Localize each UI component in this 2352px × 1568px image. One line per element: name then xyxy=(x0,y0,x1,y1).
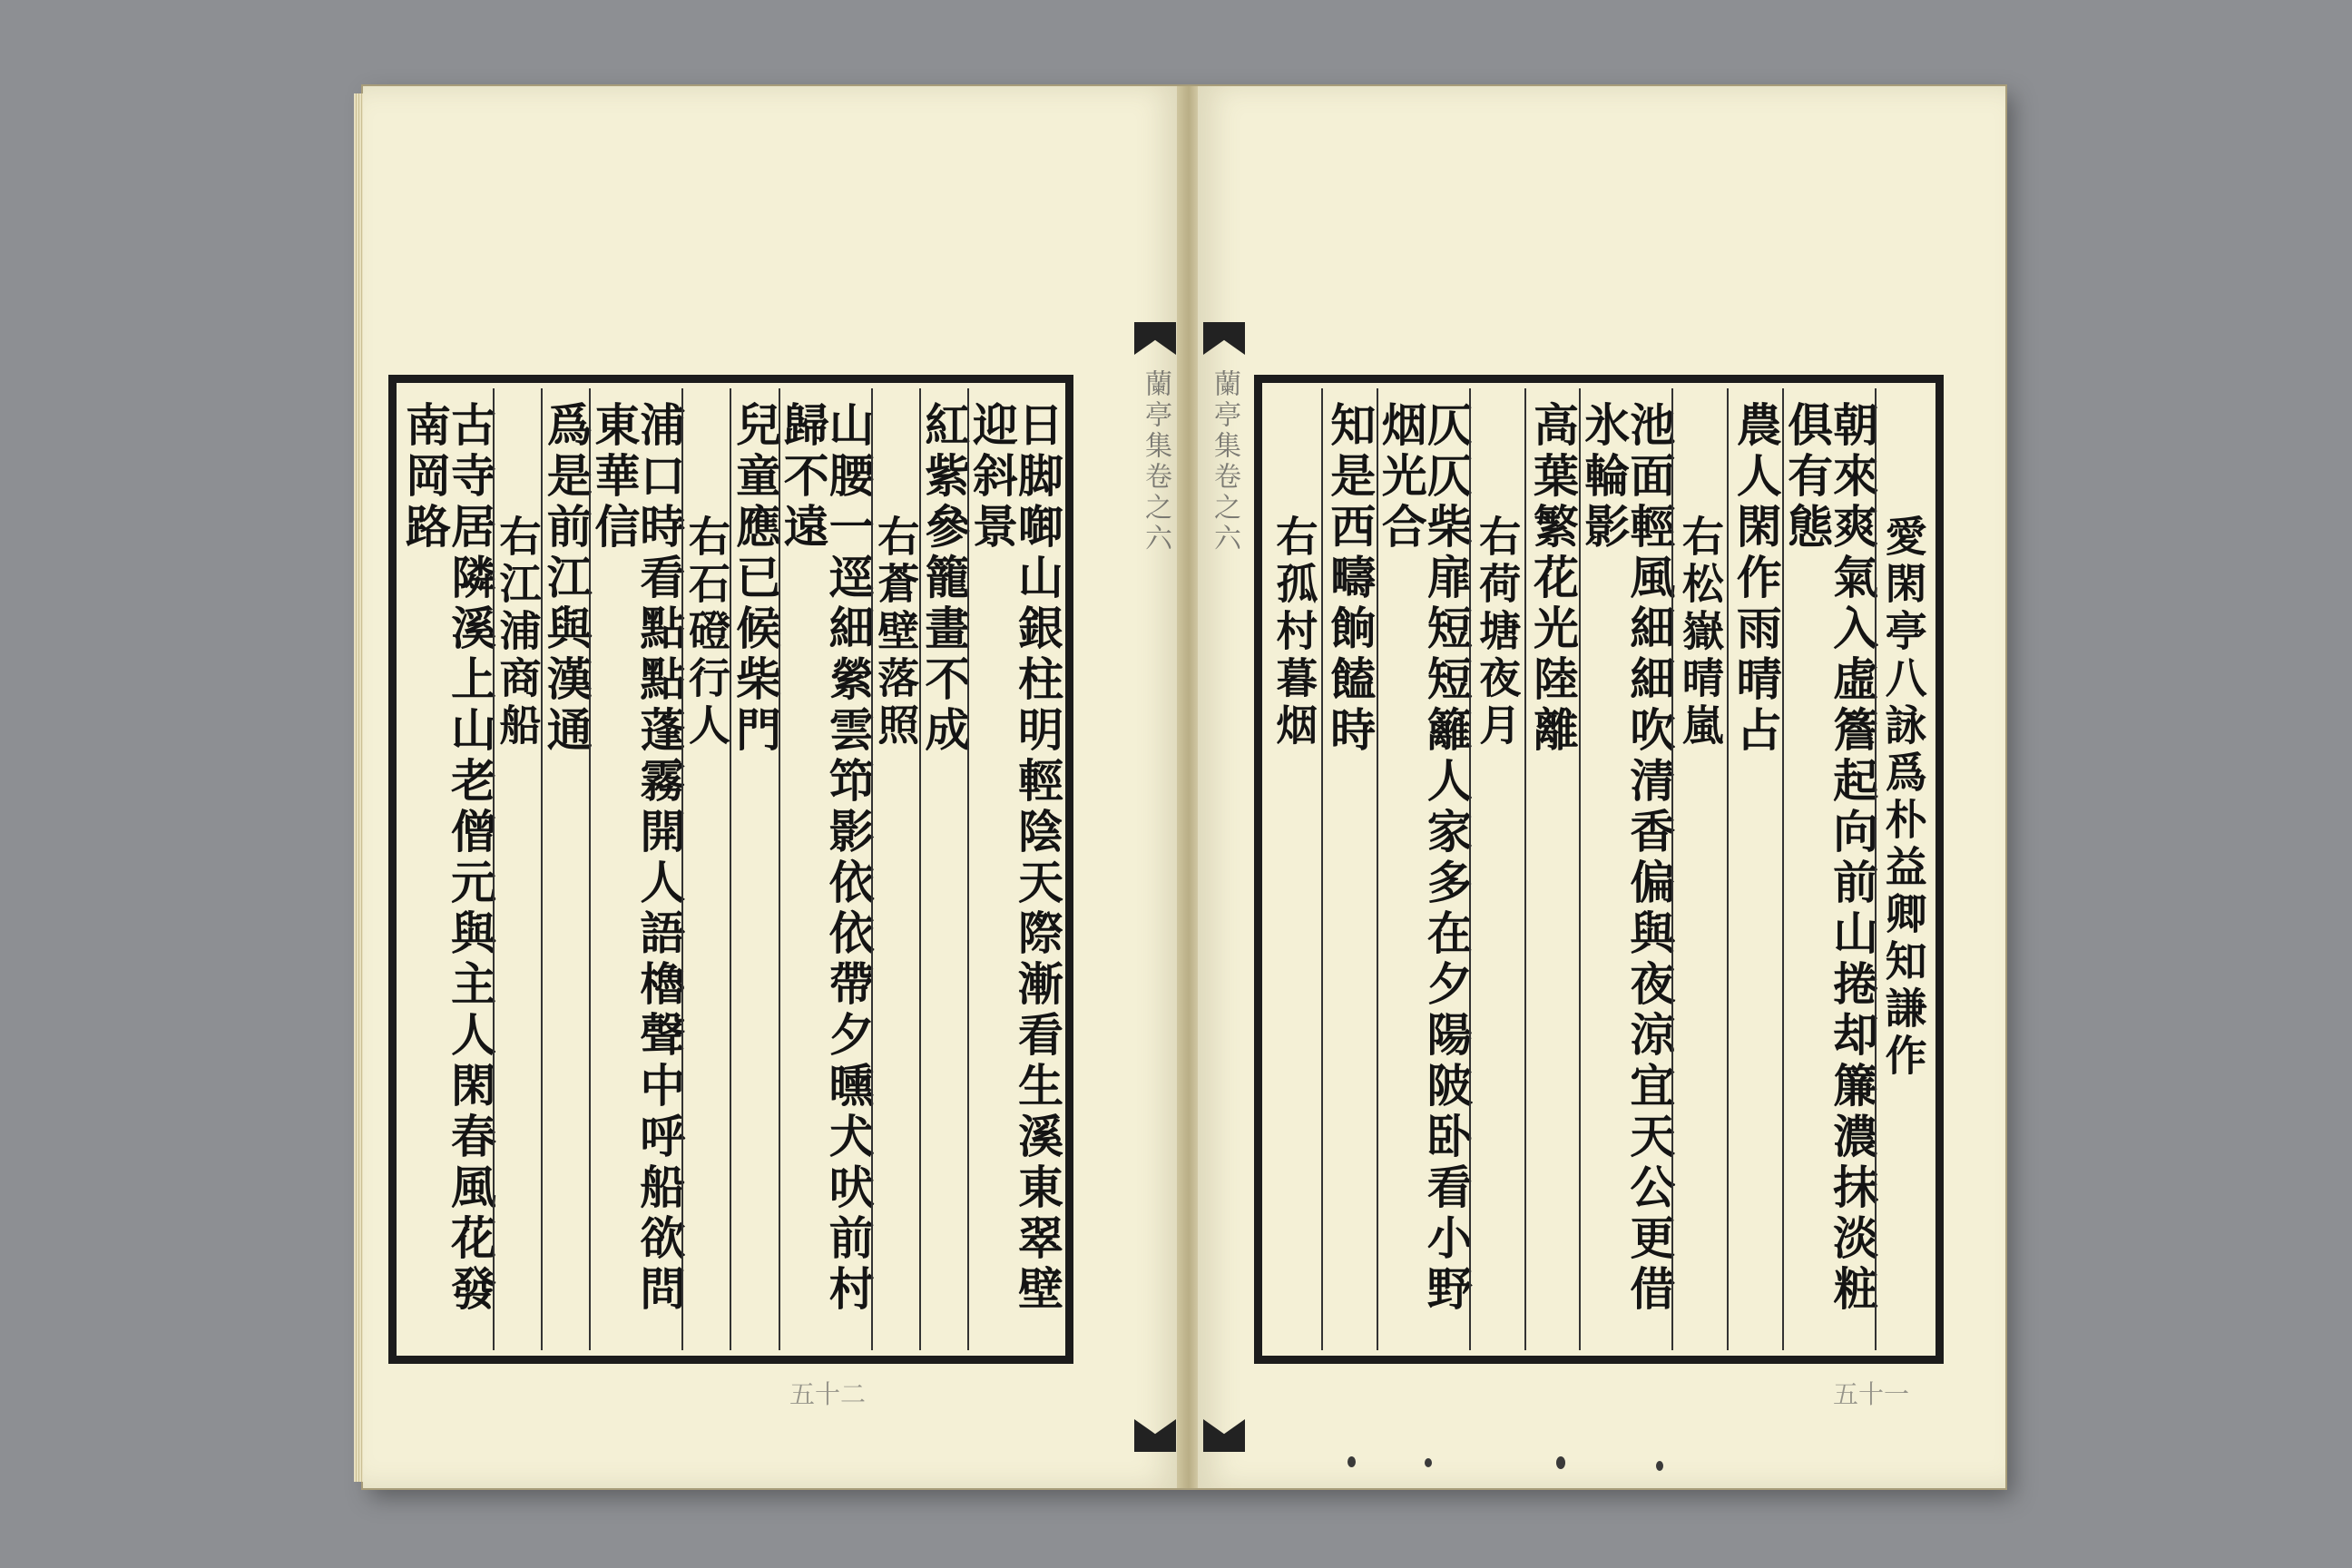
right-text-frame xyxy=(1254,375,1944,1364)
text-column xyxy=(729,388,783,1350)
column-text: 右荷塘夜月 xyxy=(1473,514,1523,750)
left-text-frame xyxy=(388,375,1073,1364)
text-column xyxy=(917,388,972,1350)
text-column xyxy=(1671,388,1727,1350)
text-column xyxy=(1875,388,1930,1350)
column-text: 右松嶽晴嵐 xyxy=(1675,514,1725,750)
column-text: 兒童應已候柴門 xyxy=(729,401,783,757)
wormhole-mark xyxy=(1556,1456,1565,1469)
text-column xyxy=(1727,388,1782,1350)
text-column xyxy=(871,388,919,1350)
column-text: 知是西疇餉饁時 xyxy=(1323,401,1377,757)
right-banxin-title: 蘭亭集卷之六 xyxy=(1209,369,1240,554)
text-column xyxy=(1321,388,1377,1350)
text-column xyxy=(1469,388,1524,1350)
column-text: 浦口時看點點蓬霧開人語櫓聲中呼船欲問東華信 xyxy=(587,401,687,1316)
column-text: 爲是前江與漢通 xyxy=(539,401,593,757)
text-column xyxy=(1374,388,1474,1350)
fishtail-bottom-mark xyxy=(1203,1419,1245,1452)
column-text: 右江浦商船 xyxy=(493,514,543,750)
column-text: 右石磴行人 xyxy=(681,514,731,750)
column-text: 農人閑作雨晴占 xyxy=(1729,401,1783,757)
text-column xyxy=(1577,388,1677,1350)
wormhole-mark xyxy=(1656,1461,1663,1471)
open-book xyxy=(363,86,2005,1488)
column-text: 山腰一逕細縈雲笻影依依帶夕曛犬吠前村歸不遠 xyxy=(776,401,876,1316)
fishtail-top-mark xyxy=(1203,322,1245,355)
column-text: 日脚啣山銀柱明輕陰天際漸看生溪東翠壁迎斜景 xyxy=(965,401,1064,1316)
text-column xyxy=(587,388,687,1350)
column-text: 紅紫參籠畫不成 xyxy=(917,401,972,757)
left-page-center-margin xyxy=(1129,86,1181,1488)
text-column xyxy=(539,388,593,1350)
fishtail-top-mark xyxy=(1134,322,1176,355)
left-page xyxy=(363,86,1182,1488)
text-column xyxy=(681,388,730,1350)
right-folio: 五十一 xyxy=(1833,1379,1910,1409)
column-text: 朝來爽氣入虛簷起向前山捲却簾濃抹淡粧俱有態 xyxy=(1780,401,1880,1316)
text-column xyxy=(965,388,1064,1350)
text-column xyxy=(776,388,876,1350)
right-page xyxy=(1198,86,2005,1488)
text-column xyxy=(1524,388,1580,1350)
column-text: 愛閑亭八詠爲朴益卿知謙作 xyxy=(1878,514,1928,1081)
text-column xyxy=(1780,388,1880,1350)
column-text: 池面輕風細細吹清香偏與夜涼宜天公更借氷輪影 xyxy=(1577,401,1677,1316)
right-page-center-margin xyxy=(1198,86,1250,1488)
wormhole-mark xyxy=(1348,1456,1356,1467)
fishtail-bottom-mark xyxy=(1134,1419,1176,1452)
text-column xyxy=(1268,388,1321,1350)
wormhole-mark xyxy=(1425,1458,1432,1467)
column-text: 仄仄柴扉短短籬人家多在夕陽陂卧看小野烟光合 xyxy=(1374,401,1474,1316)
text-column xyxy=(397,388,497,1350)
column-text: 右蒼壁落照 xyxy=(871,514,921,750)
column-text: 高葉繁花光陸離 xyxy=(1525,401,1580,757)
left-folio: 五十二 xyxy=(789,1379,867,1409)
text-column xyxy=(493,388,541,1350)
column-text: 古寺居隣溪上山老僧元與主人閑春風花發南岡路 xyxy=(397,401,497,1316)
column-text: 右孤村暮烟 xyxy=(1269,514,1319,750)
left-banxin-title: 蘭亭集卷之六 xyxy=(1140,369,1171,554)
right-columns xyxy=(1268,388,1930,1350)
left-columns xyxy=(397,388,1064,1350)
